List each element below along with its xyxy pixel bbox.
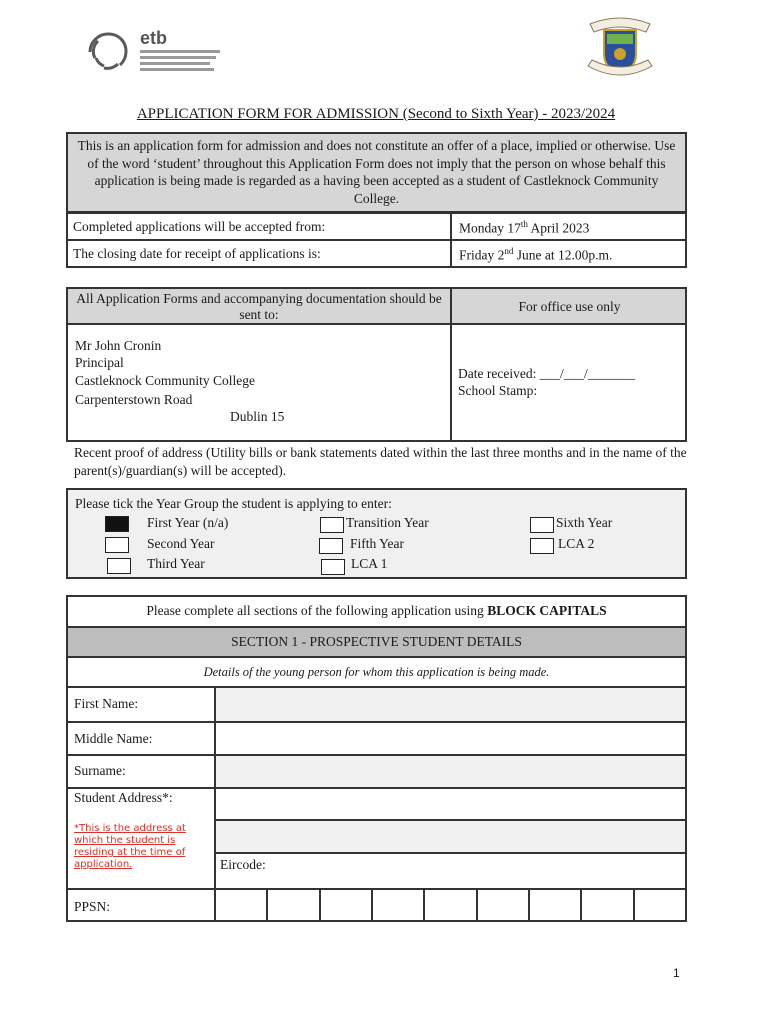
school-stamp: School Stamp: (458, 383, 538, 398)
checkbox-sixth-year[interactable] (530, 517, 554, 533)
surname-label: Surname: (74, 763, 126, 778)
option-sixth-year: Sixth Year (556, 515, 613, 530)
eircode-label: Eircode: (220, 857, 266, 872)
option-transition-year: Transition Year (346, 515, 429, 530)
dates-table (66, 212, 687, 268)
checkbox-lca-1[interactable] (321, 559, 345, 575)
option-lca-2: LCA 2 (558, 536, 595, 551)
school-crest-icon (580, 14, 660, 82)
send-to-table (66, 287, 687, 442)
surname-row (68, 756, 685, 789)
closing-label: The closing date for receipt of applications is: (73, 246, 321, 261)
year-group-selector (66, 488, 687, 579)
etb-subtitle-lines (140, 50, 220, 74)
address-label: Student Address*: (74, 790, 173, 805)
etb-swirl-icon (82, 28, 134, 76)
etb-logo (82, 26, 222, 78)
date-received: Date received: ___/___/_______ (458, 366, 635, 381)
ppsn-cell[interactable] (476, 890, 528, 920)
option-third-year: Third Year (147, 556, 205, 571)
ppsn-cell[interactable] (633, 890, 685, 920)
office-use-fields (458, 365, 635, 399)
ppsn-cell[interactable] (528, 890, 580, 920)
page-number: 1 (673, 966, 680, 980)
etb-wordmark: etb (140, 28, 167, 48)
middle-name-input[interactable] (214, 723, 685, 754)
checkbox-first-year[interactable] (105, 516, 129, 532)
send-to-heading: All Application Forms and accompanying documentation should be sent to: (76, 291, 442, 322)
address-input-line-2[interactable] (214, 821, 685, 854)
intro-notice: This is an application form for admission and does not constitute an offer of a place, implied or otherwise. Use of the word ‘student’ throughout this Application Form does not imply that the person on whose behalf this application is being made is regarded as a having been accepted as a student of Castleknock Community College. (66, 132, 687, 213)
accepted-date-row (68, 214, 685, 241)
proof-of-address-note: Recent proof of address (Utility bills or bank statements dated within the last three months and in the name of the parent(s)/guardian(s) will be accepted). (74, 445, 687, 478)
accepted-label: Completed applications will be accepted from: (73, 219, 326, 234)
checkbox-fifth-year[interactable] (319, 538, 343, 554)
closing-date-row (68, 241, 685, 268)
first-name-label: First Name: (74, 696, 139, 711)
ppsn-cell[interactable] (580, 890, 632, 920)
middle-name-label: Middle Name: (74, 731, 153, 746)
closing-value: Friday 2nd June at 12.00p.m. (459, 246, 613, 263)
form-title: APPLICATION FORM FOR ADMISSION (Second to Sixth Year) - 2023/2024 (136, 106, 616, 122)
eircode-input[interactable] (214, 854, 685, 890)
postal-address: Mr John Cronin Principal Castleknock Community College Carpenterstown Road (75, 338, 255, 407)
first-name-input[interactable] (214, 688, 685, 721)
checkbox-second-year[interactable] (105, 537, 129, 553)
ppsn-cell[interactable] (371, 890, 423, 920)
section-heading: SECTION 1 - PROSPECTIVE STUDENT DETAILS (68, 628, 685, 658)
ppsn-cell[interactable] (266, 890, 318, 920)
address-note: *This is the address at which the student is residing at the time of application. (74, 823, 186, 870)
surname-input[interactable] (214, 756, 685, 787)
ppsn-cell[interactable] (214, 890, 266, 920)
section-subheading: Details of the young person for whom this application is being made. (68, 658, 685, 688)
accepted-value: Monday 17th April 2023 (459, 219, 590, 236)
block-capitals-instruction: Please complete all sections of the following application using BLOCK CAPITALS (68, 597, 685, 628)
address-input-line-1[interactable] (214, 789, 685, 821)
option-fifth-year: Fifth Year (350, 536, 405, 551)
ppsn-label: PPSN: (74, 899, 111, 914)
year-group-label: Please tick the Year Group the student is applying to enter: (75, 496, 392, 511)
ppsn-cell[interactable] (423, 890, 475, 920)
postal-city: Dublin 15 (230, 409, 285, 424)
option-second-year: Second Year (147, 536, 215, 551)
middle-name-row (68, 723, 685, 756)
checkbox-lca-2[interactable] (530, 538, 554, 554)
option-lca-1: LCA 1 (351, 556, 388, 571)
student-details-section (66, 595, 687, 922)
checkbox-third-year[interactable] (107, 558, 131, 574)
checkbox-transition-year[interactable] (320, 517, 344, 533)
option-first-year: First Year (n/a) (147, 515, 229, 530)
ppsn-cell[interactable] (319, 890, 371, 920)
ppsn-input-cells[interactable] (214, 890, 685, 920)
first-name-row (68, 688, 685, 723)
office-use-heading: For office use only (518, 299, 621, 314)
